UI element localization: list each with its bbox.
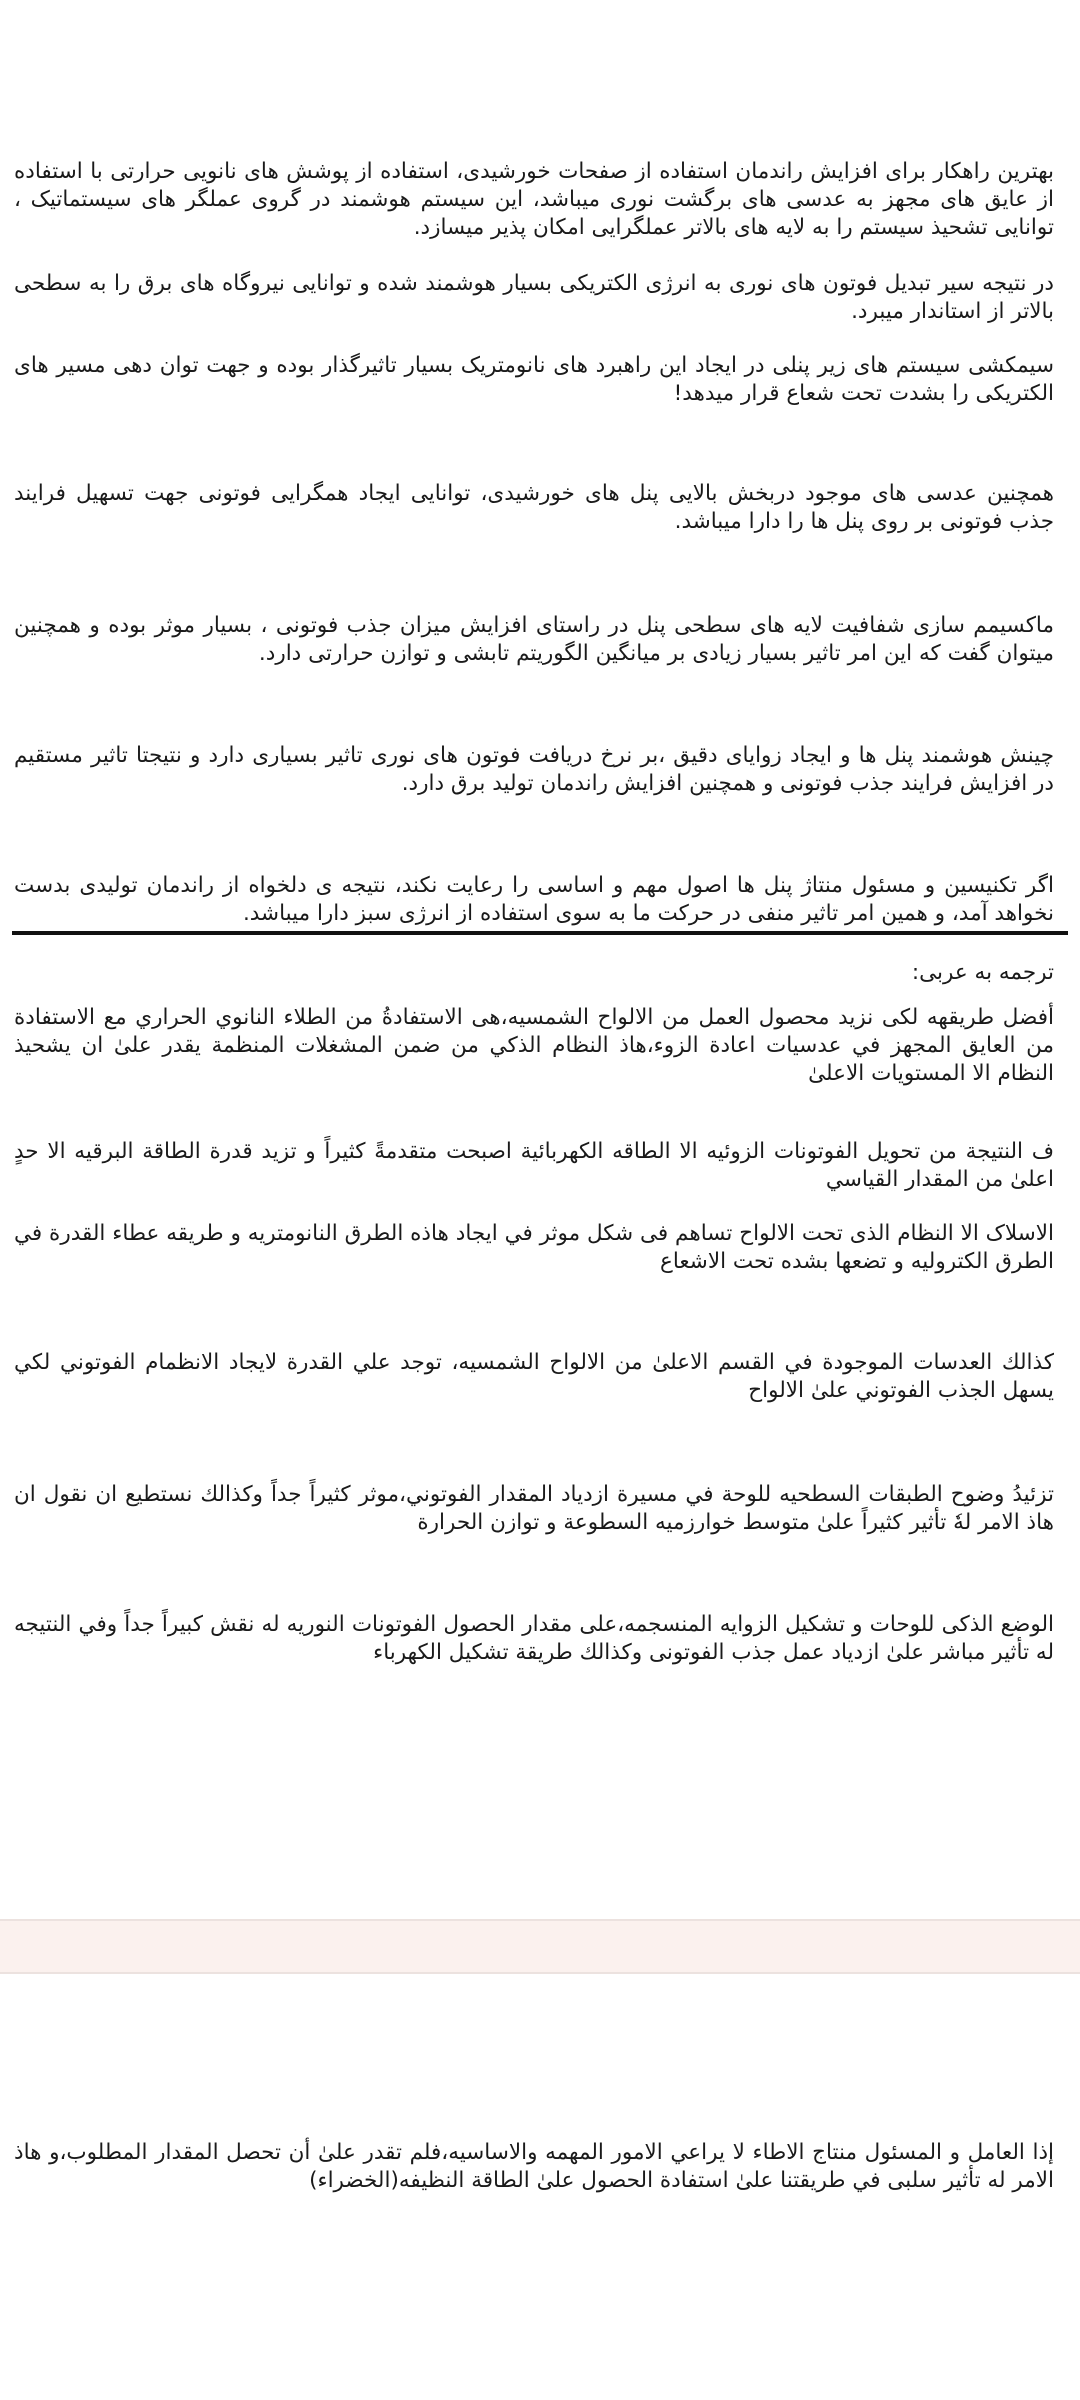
persian-paragraph-5: ماکسیمم سازی شفافیت لایه های سطحی پنل در راستای افزایش میزان جذب فوتونی ، بسیار موثر بوده و همچنین میتوان گفت که این امر تاثیر بسیار زیادی بر میانگین الگوریتم تابشی و توازن حرارتی دارد. (14, 613, 1054, 666)
arabic-paragraph-3: الاسلاک الا النظام الذی تحت الالواح تساهم فی شکل موثر في ايجاد هاذه الطرق النانومتريه و طريقه عطاء القدرة في الطرق الکترولیه و تضعها بشده تحت الاشعاع (14, 1221, 1054, 1274)
persian-paragraph-2: در نتیجه سیر تبدیل فوتون های نوری به انرژی الکتریکی بسیار هوشمند شده و توانایی نیروگاه های برق را به سطحی بالاتر از استاندار میبرد. (14, 271, 1054, 324)
arabic-paragraph-2: ف النتيجة من تحويل الفوتونات الزوئيه الا الطاقه الكهربائية اصبحت متقدمةً كثيراً و تزيد قدرة الطاقة البرقيه الا حدٍ اعلیٰ من المقدار القياسي (14, 1139, 1054, 1192)
arabic-paragraph-7: إذا العامل و المسئول منتاج الاطاء لا يراعي الامور المهمه والاساسيه،فلم تقدر علیٰ أن تحصل المقدار المطلوب،و هاذ الامر له تأثير سلبى في طريقتنا علیٰ استفادة الحصول علیٰ الطاقة النظيفه(الخضراء) (14, 2140, 1054, 2193)
persian-paragraph-1: بهترین راهکار برای افزایش راندمان استفاده از صفحات خورشیدی، استفاده از پوشش های نانویی حرارتی با استفاده از عایق های مجهز به عدسی های برگشت نوری میباشد، این سیستم هوشمند در گروی عملگر های سیستماتیک ، توانایی تشحیذ سیستم را به لایه های بالاتر عملگرایی امکان پذیر میسازد. (14, 159, 1054, 240)
arabic-paragraph-6: الوضع الذكى للوحات و تشكيل الزوايه المنسجمه،علی مقدار الحصول الفوتونات النوريه له نقش كبيراً جداً وفي النتيجه له تأثير مباشر علیٰ ازدياد عمل جذب الفوتونى وكذالك طريقة تشكيل الكهرباء (14, 1612, 1054, 1665)
arabic-paragraph-5: تزئيدُ وضوح الطبقات السطحيه للوحة في مسيرة ازدياد المقدار الفوتوني،موثر كثيراً جداً وكذالك نستطيع ان نقول ان هاذ الامر لهٗ تأثير كثيراً علیٰ متوسط خوارزميه السطوعة و توازن الحرارة (14, 1482, 1054, 1535)
arabic-paragraph-4: كذالك العدسات الموجودة في القسم الاعلیٰ من الالواح الشمسيه، توجد علي القدرة لايجاد الانظمام الفوتوني لکي يسهل الجذب الفوتوني علیٰ الالواح (14, 1350, 1054, 1403)
persian-paragraph-3: سیمکشی سیستم های زیر پنلی در ایجاد این راهبرد های نانومتریک بسیار تاثیرگذار بوده و جهت توان دهی مسیر های الکتریکی را بشدت تحت شعاع قرار میدهد! (14, 353, 1054, 406)
translation-label: ترجمه به عربی: (911, 960, 1054, 985)
persian-paragraph-6: چینش هوشمند پنل ها و ایجاد زوایای دقیق ،بر نرخ دریافت فوتون های نوری تاثیر بسیاری دارد و نتیجتا تاثیر مستقیم در افزایش فرایند جذب فوتونی و همچنین افزایش راندمان تولید برق دارد. (14, 743, 1054, 796)
arabic-paragraph-1: أفضل طريقهه لکی نزيد محصول العمل من الالواح الشمسيه،هی الاستفادةُ من الطلاء النانوي الحراري مع الاستفادة من العايق المجهز في عدسيات اعادة الزوء،هاذ النظام الذكي من ضمن المشغلات المنظمة يقدر علیٰ ان يشحيذ النظام الا المستويات الاعلیٰ (14, 1005, 1054, 1086)
page-break (0, 1919, 1080, 1974)
persian-paragraph-7: اگر تکنیسین و مسئول منتاژ پنل ها اصول مهم و اساسی را رعایت نکند، نتیجه ی دلخواه از راندمان تولیدی بدست نخواهد آمد، و همین امر تاثیر منفی در حرکت ما به سوی استفاده از انرژی سبز دارا میباشد. (14, 873, 1054, 926)
section-divider (12, 931, 1068, 935)
persian-paragraph-4: همچنین عدسی های موجود دربخش بالایی پنل های خورشیدی، توانایی ایجاد همگرایی فوتونی جهت تسهیل فرایند جذب فوتونی بر روی پنل ها را دارا میباشد. (14, 481, 1054, 534)
